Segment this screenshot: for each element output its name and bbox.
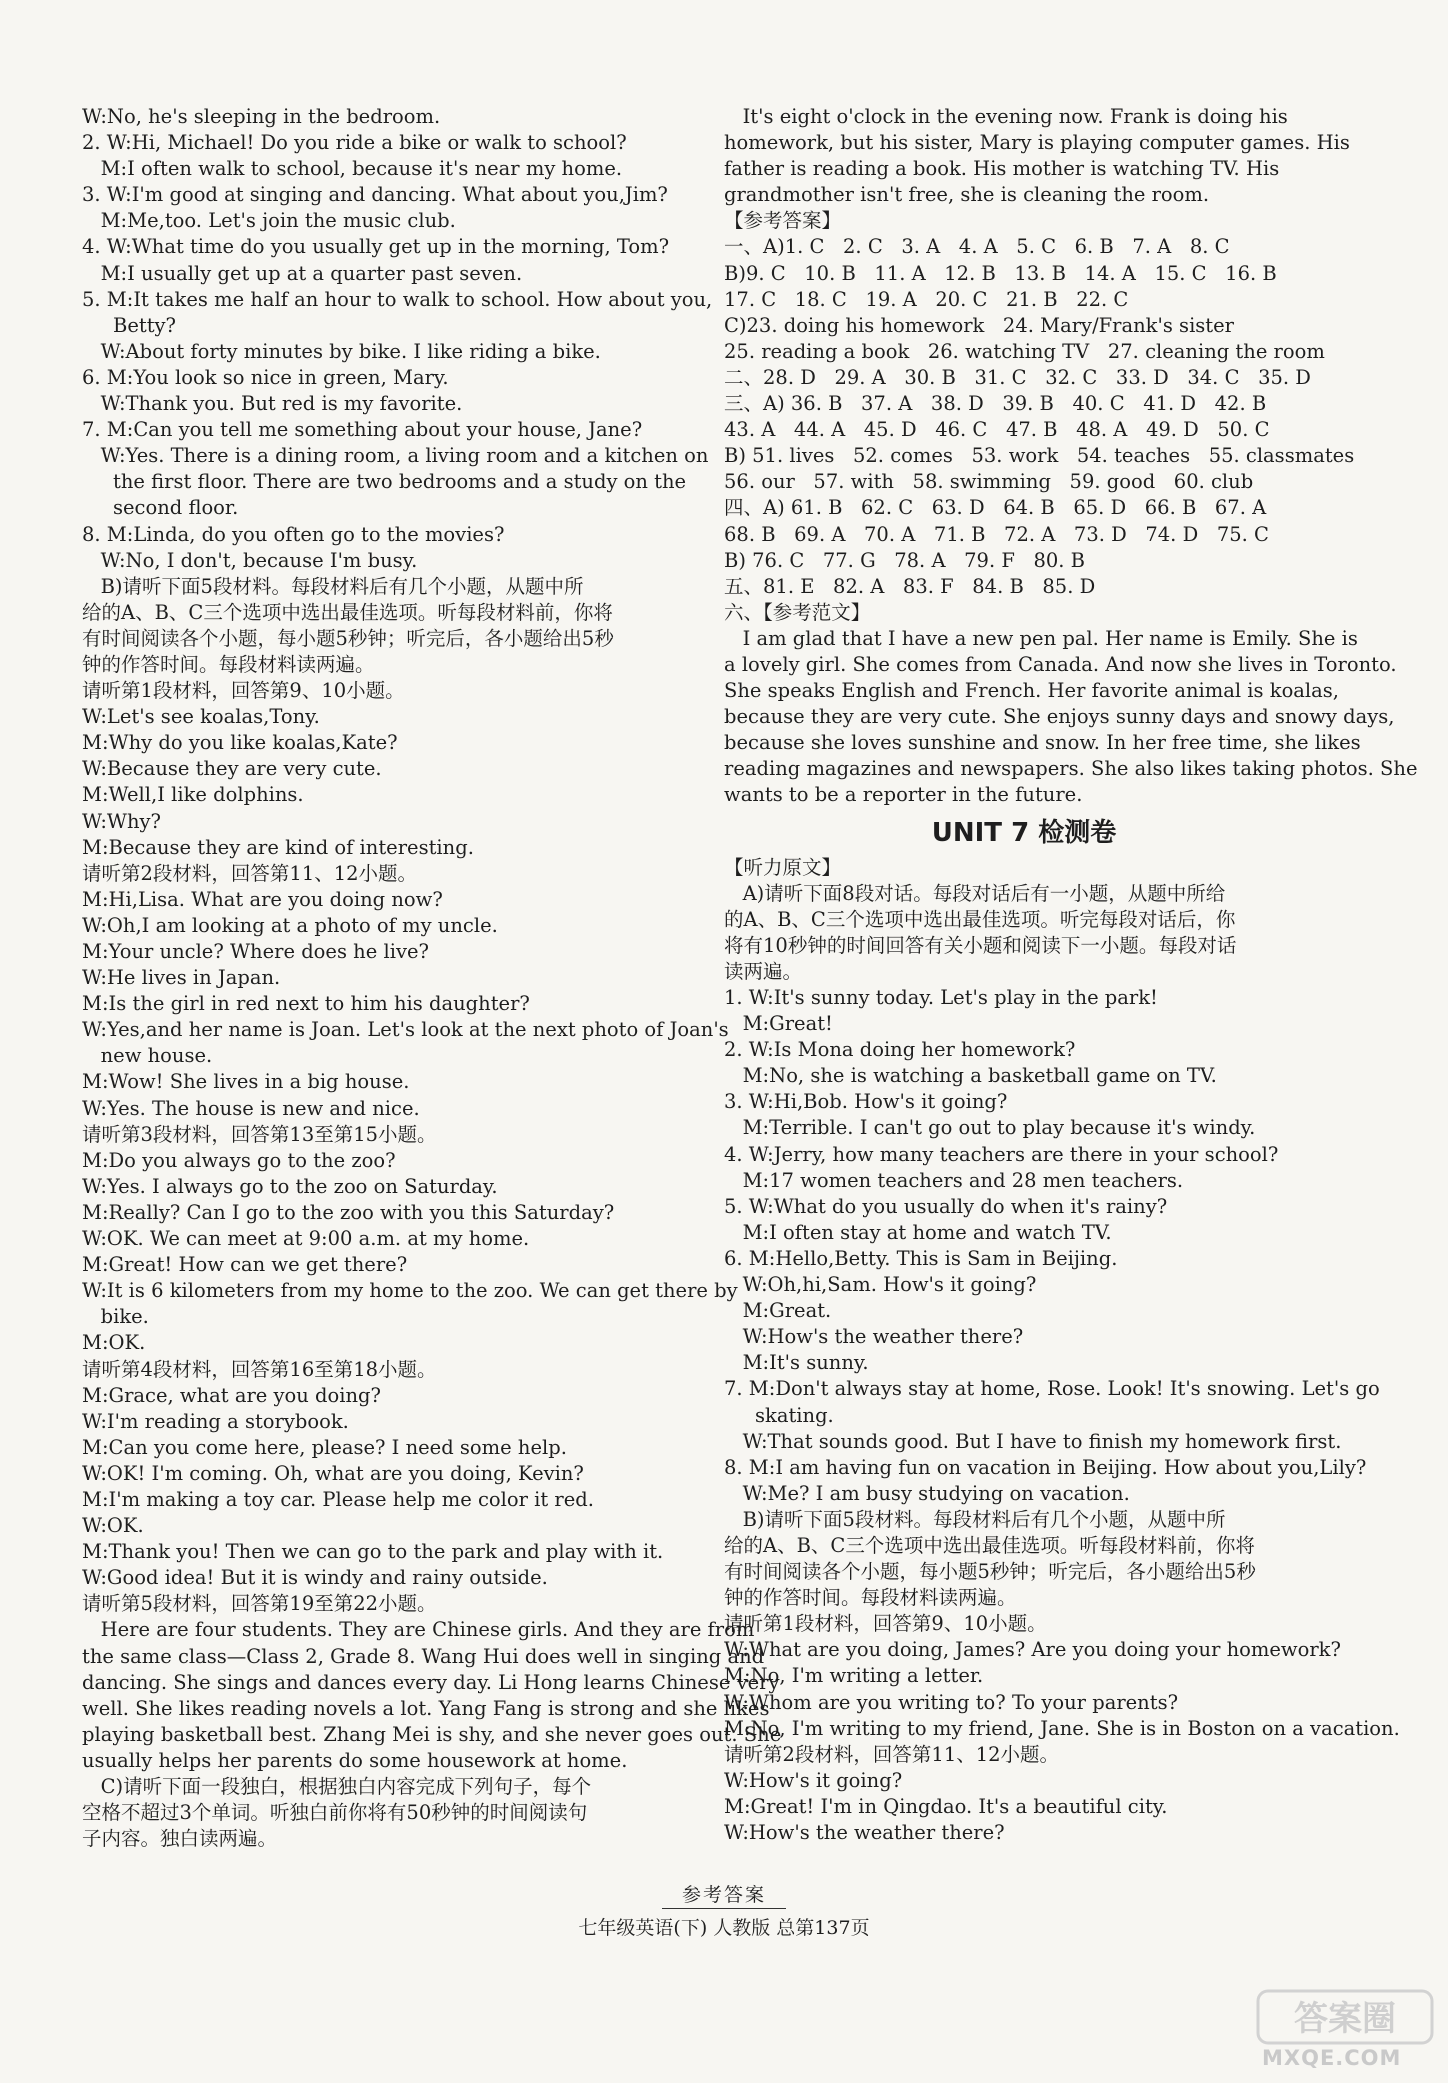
left-text-line: M:Thank you! Then we can go to the park and play with it. [82, 1540, 664, 1564]
left-text-line: well. She likes reading novels a lot. Yang Fang is strong and she likes [82, 1696, 770, 1720]
left-text-line: the same class—Class 2, Grade 8. Wang Hui does well in singing and [82, 1644, 765, 1668]
answer-text-line: 六、【参考范文】 [724, 600, 871, 624]
left-text-line: 请听第4段材料，回答第16至第18小题。 [82, 1357, 437, 1381]
left-text-line: W:Oh,I am looking at a photo of my uncle. [82, 913, 498, 937]
answer-text-line: C)23. doing his homework 24. Mary/Frank's sister [724, 313, 1235, 337]
left-text-line: W:Because they are very cute. [82, 757, 382, 781]
left-text-line: W:Yes. I always go to the zoo on Saturday. [82, 1174, 498, 1198]
transcript-text-line: W:How's the weather there? [724, 1821, 1005, 1844]
answer-text-line: reading magazines and newspapers. She also likes taking photos. She [724, 757, 1418, 781]
transcript-text-line: W:What are you doing, James? Are you doing your homework? [724, 1638, 1341, 1662]
left-text-line: C)请听下面一段独白，根据独白内容完成下列句子，每个 [82, 1775, 592, 1798]
transcript-text-line: 将有10秒钟的时间回答有关小题和阅读下一小题。每段对话 [724, 933, 1237, 957]
left-text-line: dancing. She sings and dances every day. Li Hong learns Chinese very [82, 1670, 780, 1694]
footer-title: 参考答案 [662, 1880, 786, 1909]
transcript-text-line: 钟的作答时间。每段材料读两遍。 [724, 1586, 1017, 1610]
transcript-text-line: 2. W:Is Mona doing her homework? [724, 1038, 1076, 1062]
page-footer [0, 1880, 1448, 1940]
transcript-text-line: M:It's sunny. [724, 1351, 869, 1375]
transcript-text-line: W:Whom are you writing to? To your parents? [724, 1690, 1179, 1714]
answer-text-line: It's eight o'clock in the evening now. Frank is doing his [724, 105, 1288, 128]
left-text-line: M:Can you come here, please? I need some help. [82, 1435, 567, 1459]
transcript-text-line: 3. W:Hi,Bob. How's it going? [724, 1090, 1008, 1114]
left-text-line: bike. [82, 1305, 149, 1329]
left-text-line: 请听第2段材料，回答第11、12小题。 [82, 861, 418, 885]
transcript-text-line: M:Great! [724, 1012, 833, 1036]
transcript-text-line: 4. W:Jerry, how many teachers are there in your school? [724, 1142, 1279, 1166]
left-text-line: 6. M:You look so nice in green, Mary. [82, 365, 449, 389]
left-text-line: W:Why? [82, 809, 161, 833]
left-text-line: 空格不超过3个单词。听独白前你将有50秒钟的时间阅读句 [82, 1801, 588, 1825]
left-text-line: W:No, I don't, because I'm busy. [82, 548, 418, 572]
transcript-text-line: M:17 women teachers and 28 men teachers. [724, 1168, 1184, 1192]
left-text-line: the first floor. There are two bedrooms and a study on the [82, 470, 687, 494]
watermark-url: MXQE.COM [1262, 2046, 1402, 2070]
left-text-line: M:Grace, what are you doing? [82, 1383, 381, 1407]
left-text-line: W:Yes. There is a dining room, a living room and a kitchen on [82, 444, 709, 468]
transcript-text-line: W:How's it going? [724, 1768, 903, 1792]
left-text-line: M:Really? Can I go to the zoo with you this Saturday? [82, 1200, 615, 1224]
left-text-line: W:OK! I'm coming. Oh, what are you doing, Kevin? [82, 1461, 584, 1485]
answer-text-line: 三、A) 36. B 37. A 38. D 39. B 40. C 41. D 42. B [724, 392, 1267, 416]
left-text-line: W:Yes. The house is new and nice. [82, 1096, 420, 1120]
answer-text-line: because they are very cute. She enjoys sunny days and snowy days, [724, 705, 1395, 729]
transcript-text-line: W:Oh,hi,Sam. How's it going? [724, 1273, 1037, 1297]
transcript-text-line: M:I often stay at home and watch TV. [724, 1220, 1112, 1244]
answer-text-line: 四、A) 61. B 62. C 63. D 64. B 65. D 66. B 67. A [724, 496, 1267, 520]
left-text-line: new house. [82, 1044, 213, 1068]
left-text-line: W:Good idea! But it is windy and rainy outside. [82, 1566, 548, 1590]
left-text-line: M:Well,I like dolphins. [82, 783, 304, 807]
left-text-line: second floor. [82, 496, 239, 520]
listening-transcript-section [724, 855, 1400, 1847]
unit-title: UNIT 7 检测卷 [931, 817, 1117, 848]
transcript-text-line: 有时间阅读各个小题，每小题5秒钟；听完后，各小题给出5秒 [724, 1560, 1256, 1584]
left-text-line: Here are four students. They are Chinese girls. And they are from [82, 1618, 755, 1642]
left-text-line: 给的A、B、C三个选项中选出最佳选项。听每段材料前，你将 [82, 600, 613, 624]
left-text-line: 7. M:Can you tell me something about your house, Jane? [82, 418, 643, 442]
left-text-line: W:Let's see koalas,Tony. [82, 705, 320, 729]
transcript-text-line: 【听力原文】 [724, 855, 842, 879]
left-text-line: 4. W:What time do you usually get up in the morning, Tom? [82, 235, 670, 259]
answer-text-line: B) 76. C 77. G 78. A 79. F 80. B [724, 548, 1086, 572]
answer-text-line: 68. B 69. A 70. A 71. B 72. A 73. D 74. D 75. C [724, 522, 1269, 546]
left-text-line: M:Because they are kind of interesting. [82, 835, 474, 859]
transcript-text-line: 7. M:Don't always stay at home, Rose. Look! It's snowing. Let's go [724, 1377, 1380, 1401]
transcript-text-line: M:Great. [724, 1299, 832, 1323]
answer-text-line: B)9. C 10. B 11. A 12. B 13. B 14. A 15. C 16. B [724, 261, 1277, 285]
transcript-text-line: 5. W:What do you usually do when it's rainy? [724, 1194, 1168, 1218]
transcript-text-line: 读两遍。 [724, 959, 803, 983]
answer-text-line: 五、81. E 82. A 83. F 84. B 85. D [724, 574, 1096, 598]
left-text-line: M:Me,too. Let's join the music club. [82, 209, 456, 233]
footer-page-info: 七年级英语(下) 人教版 总第137页 [578, 1917, 870, 1939]
answer-text-line: She speaks English and French. Her favorite animal is koalas, [724, 679, 1340, 703]
left-text-line: 2. W:Hi, Michael! Do you ride a bike or walk to school? [82, 131, 627, 155]
transcript-text-line: M:No, I'm writing a letter. [724, 1664, 984, 1688]
answer-text-line: father is reading a book. His mother is watching TV. His [724, 157, 1280, 181]
left-text-line: W:I'm reading a storybook. [82, 1409, 349, 1433]
answer-text-line: 【参考答案】 [724, 209, 842, 233]
left-text-line: W:Thank you. But red is my favorite. [82, 392, 463, 416]
left-text-line: playing basketball best. Zhang Mei is shy, and she never goes out. She [82, 1722, 782, 1746]
left-text-line: M:Wow! She lives in a big house. [82, 1070, 410, 1094]
transcript-text-line: M:No, she is watching a basketball game on TV. [724, 1064, 1217, 1088]
left-text-line: 请听第1段材料，回答第9、10小题。 [82, 679, 405, 703]
answer-text-line: 二、28. D 29. A 30. B 31. C 32. C 33. D 34. C 35. D [724, 365, 1311, 389]
left-text-line: M:OK. [82, 1331, 146, 1355]
transcript-text-line: 1. W:It's sunny today. Let's play in the park! [724, 986, 1158, 1009]
left-text-line: M:I'm making a toy car. Please help me color it red. [82, 1487, 594, 1511]
transcript-text-line: skating. [724, 1403, 834, 1427]
watermark-logo-text: 答案圈 [1294, 1999, 1396, 2039]
left-text-line: M:Your uncle? Where does he live? [82, 940, 429, 963]
left-text-line: M:Is the girl in red next to him his daughter? [82, 992, 530, 1016]
transcript-text-line: W:Me? I am busy studying on vacation. [724, 1481, 1130, 1505]
left-text-line: W:Yes,and her name is Joan. Let's look at the next photo of Joan's [82, 1018, 729, 1042]
transcript-text-line: A)请听下面8段对话。每段对话后有一小题，从题中所给 [724, 881, 1226, 905]
left-text-line: 请听第3段材料，回答第13至第15小题。 [82, 1122, 437, 1146]
transcript-text-line: M:No, I'm writing to my friend, Jane. She is in Boston on a vacation. [724, 1716, 1400, 1740]
answer-text-line: 一、A)1. C 2. C 3. A 4. A 5. C 6. B 7. A 8. C [724, 235, 1230, 259]
answer-text-line: wants to be a reporter in the future. [724, 783, 1083, 807]
left-text-line: M:Why do you like koalas,Kate? [82, 731, 398, 755]
left-text-line: M:I often walk to school, because it's near my home. [82, 157, 623, 181]
left-text-line: 有时间阅读各个小题，每小题5秒钟；听完后，各小题给出5秒 [82, 626, 614, 650]
answer-text-line: grandmother isn't free, she is cleaning the room. [724, 183, 1210, 207]
left-text-line: 8. M:Linda, do you often go to the movies? [82, 522, 505, 546]
left-text-line: M:Great! How can we get there? [82, 1253, 408, 1277]
transcript-text-line: 6. M:Hello,Betty. This is Sam in Beijing. [724, 1246, 1118, 1270]
transcript-text-line: W:How's the weather there? [724, 1325, 1024, 1349]
answer-text-line: because she loves sunshine and snow. In her free time, she likes [724, 731, 1361, 755]
left-text-line: W:OK. We can meet at 9:00 a.m. at my home. [82, 1227, 530, 1251]
transcript-text-line: 的A、B、C三个选项中选出最佳选项。听完每段对话后，你 [724, 907, 1236, 931]
left-text-line: B)请听下面5段材料。每段材料后有几个小题，从题中所 [82, 574, 584, 598]
answer-text-line: B) 51. lives 52. comes 53. work 54. teaches 55. classmates [724, 444, 1355, 468]
left-text-line: usually helps her parents do some housework at home. [82, 1748, 628, 1772]
transcript-text-line: B)请听下面5段材料。每段材料后有几个小题，从题中所 [724, 1507, 1226, 1531]
answer-text-line: a lovely girl. She comes from Canada. And now she lives in Toronto. [724, 652, 1397, 676]
left-text-line: 3. W:I'm good at singing and dancing. What about you,Jim? [82, 183, 668, 207]
left-text-line: W:No, he's sleeping in the bedroom. [82, 105, 441, 128]
left-text-line: W:About forty minutes by bike. I like riding a bike. [82, 339, 601, 363]
transcript-text-line: 请听第2段材料，回答第11、12小题。 [724, 1742, 1060, 1766]
left-text-line: W:OK. [82, 1514, 144, 1538]
right-column [724, 104, 1418, 1846]
left-text-line: 钟的作答时间。每段材料读两遍。 [82, 652, 375, 676]
left-text-line: Betty? [82, 313, 177, 337]
transcript-text-line: 给的A、B、C三个选项中选出最佳选项。听每段材料前，你将 [724, 1533, 1255, 1557]
answer-section [724, 104, 1418, 809]
answer-text-line: homework, but his sister, Mary is playing computer games. His [724, 131, 1350, 155]
answer-text-line: I am glad that I have a new pen pal. Her name is Emily. She is [724, 626, 1358, 650]
transcript-text-line: 8. M:I am having fun on vacation in Beijing. How about you,Lily? [724, 1455, 1367, 1479]
left-text-line: M:Do you always go to the zoo? [82, 1148, 396, 1172]
transcript-text-line: M:Terrible. I can't go out to play because it's windy. [724, 1116, 1256, 1140]
left-text-line: M:I usually get up at a quarter past seven. [82, 261, 523, 285]
answer-text-line: 43. A 44. A 45. D 46. C 47. B 48. A 49. D 50. C [724, 418, 1270, 442]
left-text-line: 请听第5段材料，回答第19至第22小题。 [82, 1592, 437, 1616]
left-text-line: W:It is 6 kilometers from my home to the zoo. We can get there by [82, 1279, 738, 1303]
left-text-line: 子内容。独白读两遍。 [82, 1827, 278, 1851]
left-text-line: W:He lives in Japan. [82, 966, 281, 990]
answer-text-line: 17. C 18. C 19. A 20. C 21. B 22. C [724, 287, 1129, 311]
transcript-text-line: W:That sounds good. But I have to finish my homework first. [724, 1429, 1342, 1453]
left-text-line: 5. M:It takes me half an hour to walk to school. How about you, [82, 287, 713, 311]
answer-text-line: 56. our 57. with 58. swimming 59. good 60. club [724, 470, 1254, 494]
transcript-text-line: M:Great! I'm in Qingdao. It's a beautiful city. [724, 1794, 1168, 1818]
left-text-line: M:Hi,Lisa. What are you doing now? [82, 887, 443, 911]
answer-text-line: 25. reading a book 26. watching TV 27. cleaning the room [724, 339, 1325, 363]
transcript-text-line: 请听第1段材料，回答第9、10小题。 [724, 1612, 1047, 1636]
